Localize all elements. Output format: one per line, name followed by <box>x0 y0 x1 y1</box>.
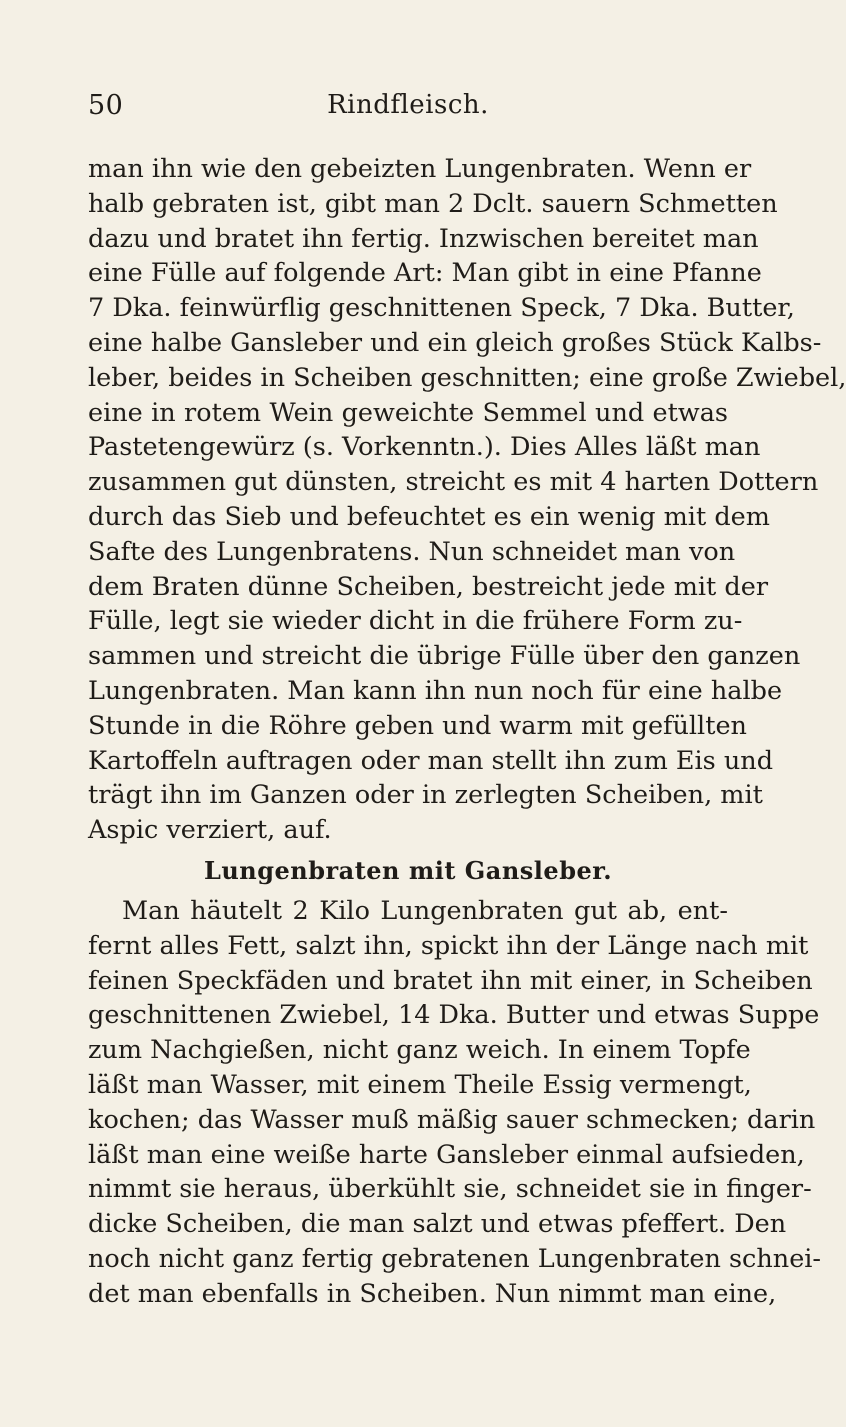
running-title: Rindfleisch. <box>327 90 489 120</box>
text-line: Kartoffeln auftragen oder man stellt ihn zum Eis und <box>88 745 774 776</box>
text-line: durch das Sieb und befeuchtet es ein wenig mit dem <box>88 501 770 532</box>
text-line: Lungenbraten. Man kann ihn nun noch für eine halbe <box>88 675 783 706</box>
text-line: Man häutelt 2 Kilo Lungenbraten gut ab, ent- <box>122 895 728 926</box>
text-line: geschnittenen Zwiebel, 14 Dka. Butter und etwas Suppe <box>88 1000 820 1031</box>
text-line: noch nicht ganz fertig gebratenen Lungenbraten schnei- <box>88 1243 822 1274</box>
page-number: 50 <box>88 90 124 121</box>
text-line: zusammen gut dünsten, streicht es mit 4 harten Dottern <box>88 467 819 498</box>
text-line: Stunde in die Röhre geben und warm mit gefüllten <box>88 710 747 741</box>
text-line: eine halbe Gansleber und ein gleich großes Stück Kalbs- <box>88 327 822 358</box>
text-line: sammen und streicht die übrige Fülle über den ganzen <box>88 641 801 672</box>
text-line: det man ebenfalls in Scheiben. Nun nimmt man eine, <box>88 1278 777 1309</box>
text-line: Safte des Lungenbratens. Nun schneidet man von <box>88 536 736 567</box>
section-heading: Lungenbraten mit Gansleber. <box>203 855 613 885</box>
text-line: man ihn wie den gebeizten Lungenbraten. Wenn er <box>88 154 752 184</box>
page-header <box>88 90 728 130</box>
text-line: dicke Scheiben, die man salzt und etwas pfeffert. Den <box>88 1209 787 1240</box>
text-line: dem Braten dünne Scheiben, bestreicht jede mit der <box>88 571 769 602</box>
text-line: läßt man Wasser, mit einem Theile Essig vermengt, <box>88 1069 752 1100</box>
text-line: 7 Dka. feinwürflig geschnittenen Speck, 7 Dka. Butter, <box>88 293 795 324</box>
text-line: Fülle, legt sie wieder dicht in die frühere Form zu- <box>88 606 743 637</box>
text-line: dazu und bratet ihn fertig. Inzwischen bereitet man <box>88 223 759 254</box>
text-line: leber, beides in Scheiben geschnitten; eine große Zwiebel, <box>88 362 846 393</box>
text-line: kochen; das Wasser muß mäßig sauer schmecken; darin <box>88 1104 816 1135</box>
text-line: fernt alles Fett, salzt ihn, spickt ihn der Länge nach mit <box>88 930 809 961</box>
body-text <box>88 152 846 1312</box>
text-line: läßt man eine weiße harte Gansleber einmal aufsieden, <box>88 1139 805 1170</box>
recipe-paragraph-continued <box>88 152 846 848</box>
text-line: halb gebraten ist, gibt man 2 Dclt. sauern Schmetten <box>88 188 778 219</box>
text-line: nimmt sie heraus, überkühlt sie, schneidet sie in finger- <box>88 1174 812 1205</box>
text-line: eine in rotem Wein geweichte Semmel und etwas <box>88 397 728 428</box>
text-line: eine Fülle auf folgende Art: Man gibt in eine Pfanne <box>88 258 762 289</box>
recipe-paragraph <box>88 894 822 1312</box>
text-line: Pastetengewürz (s. Vorkenntn.). Dies Alles läßt man <box>88 432 761 463</box>
text-line: zum Nachgießen, nicht ganz weich. In einem Topfe <box>88 1035 751 1066</box>
text-line: Aspic verziert, auf. <box>88 815 332 846</box>
text-line: trägt ihn im Ganzen oder in zerlegten Scheiben, mit <box>88 780 763 811</box>
text-line: feinen Speckfäden und bratet ihn mit einer, in Scheiben <box>88 965 813 996</box>
